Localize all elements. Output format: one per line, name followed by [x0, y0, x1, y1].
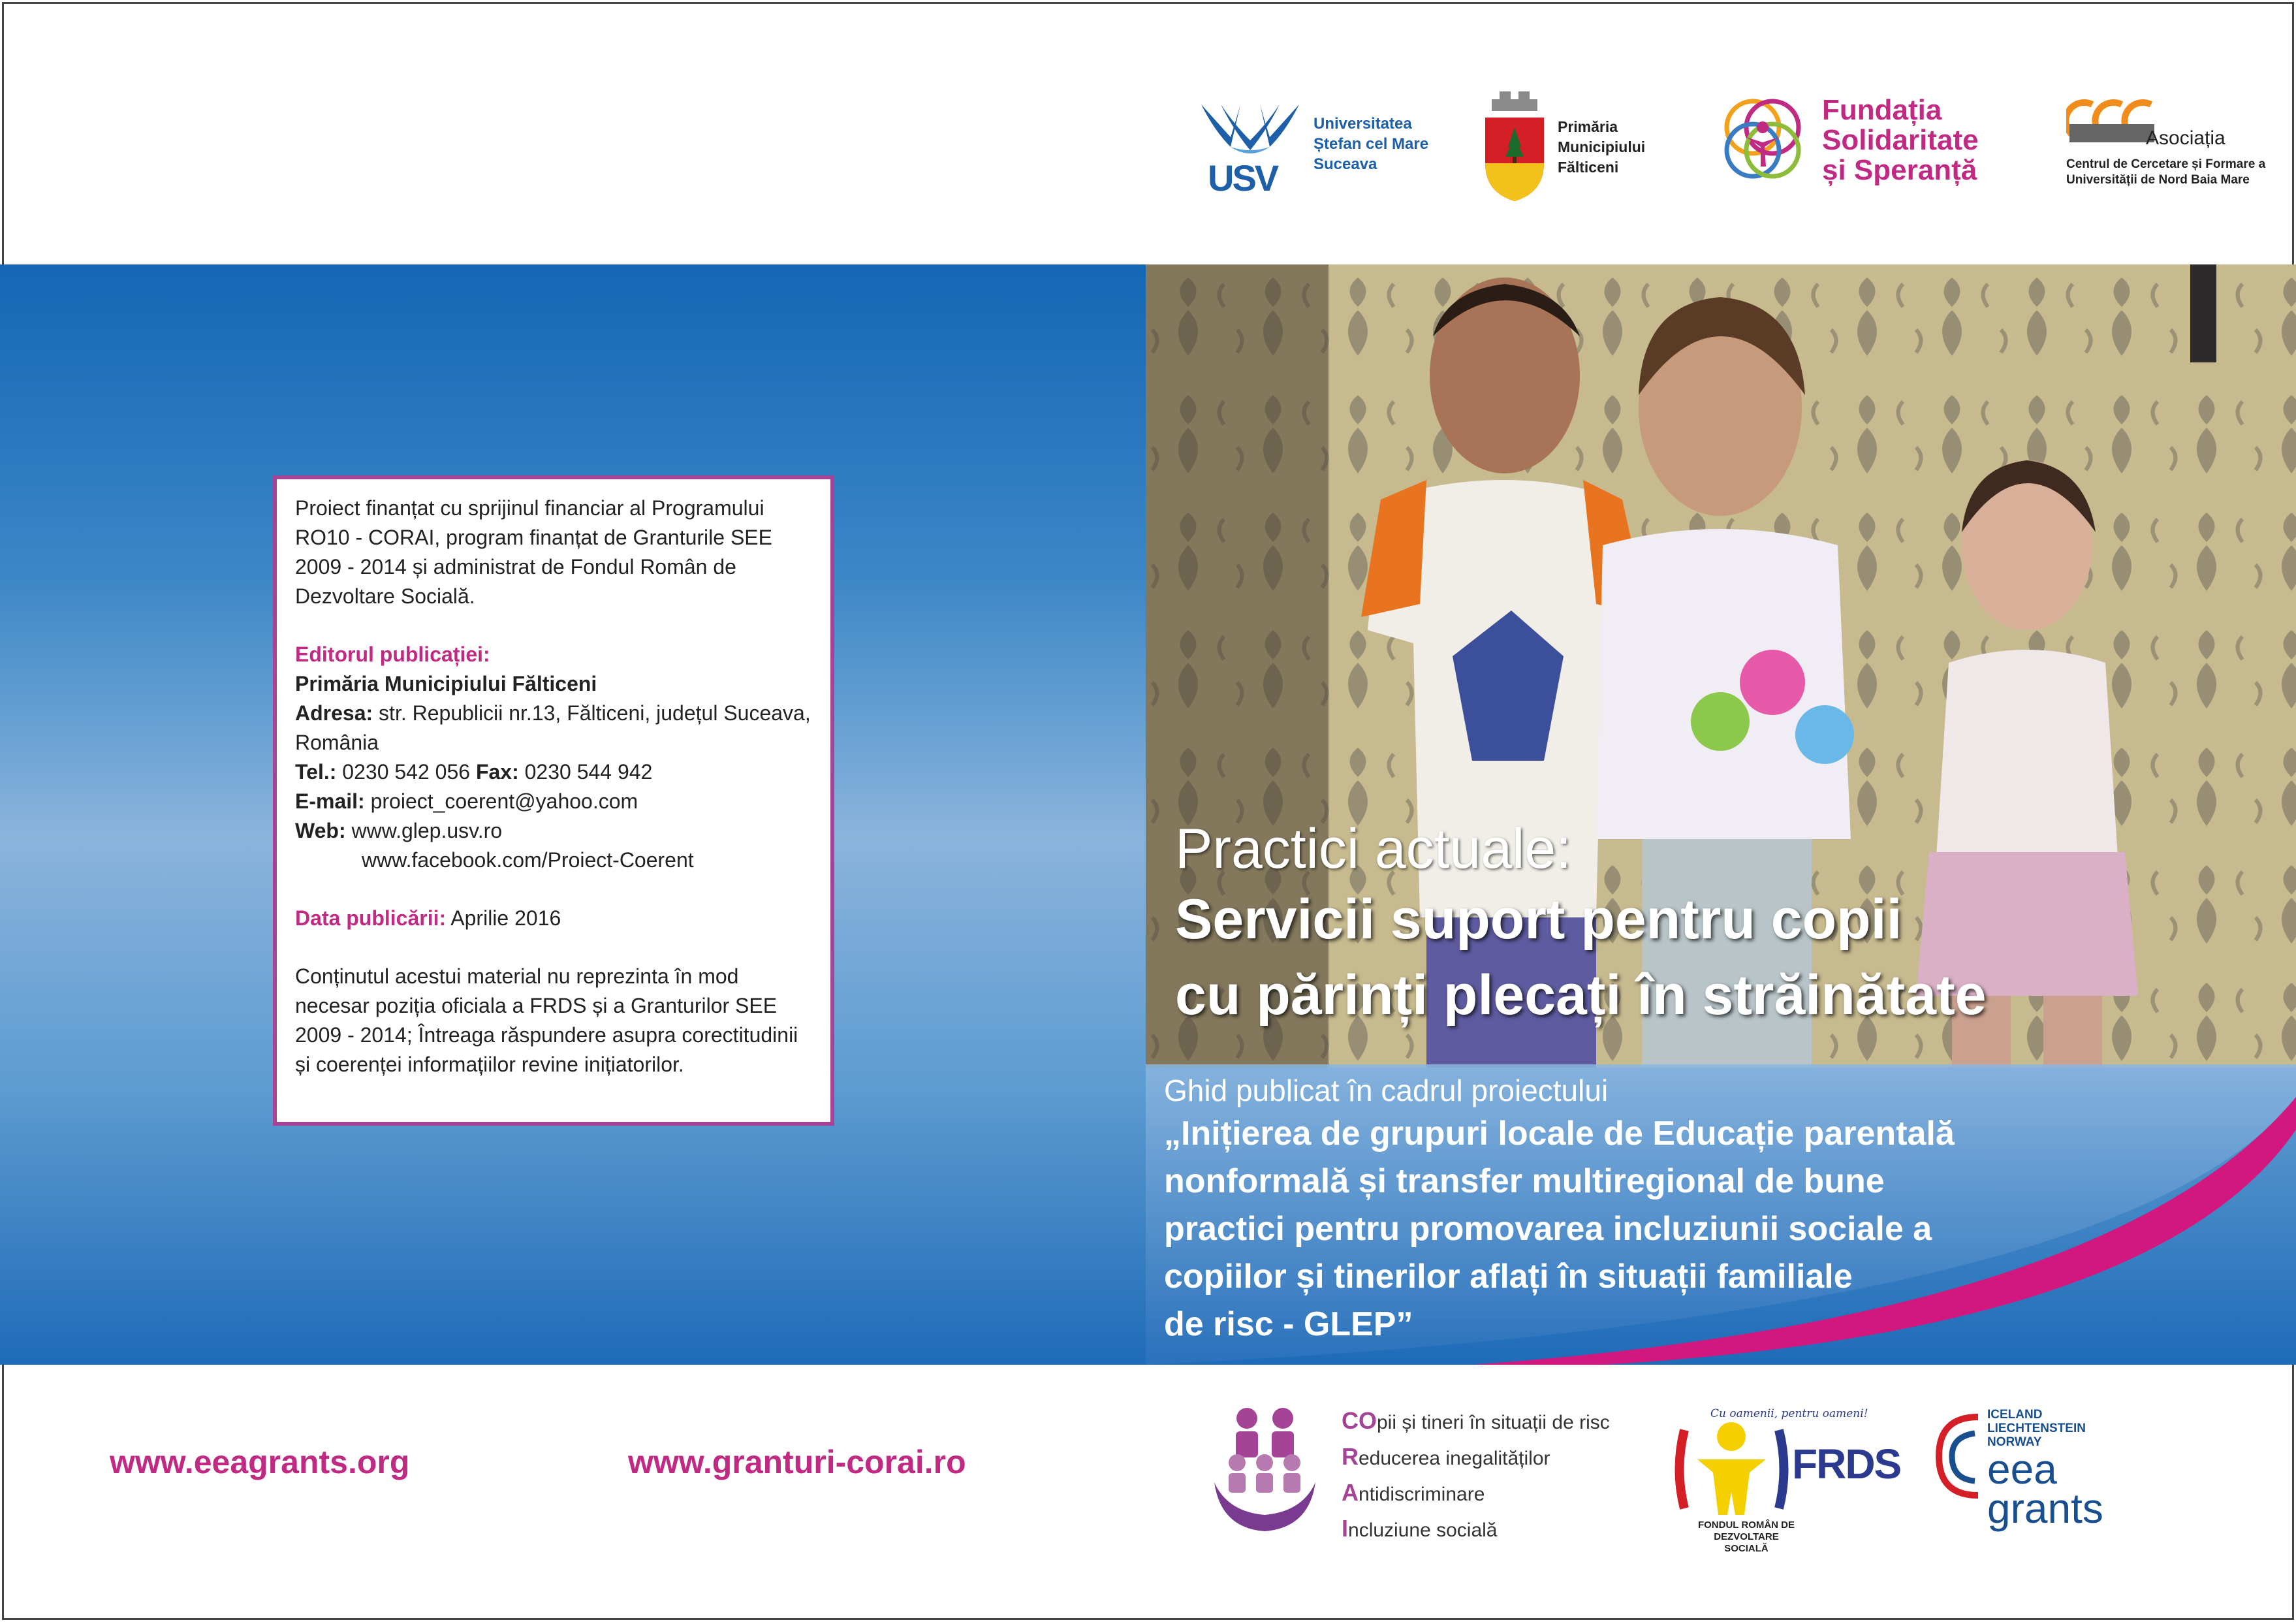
falticeni-coat-of-arms-icon: [1482, 91, 1547, 202]
subtitle-intro: Ghid publicat în cadrul proiectului: [1164, 1073, 1609, 1107]
partner-logos: [1195, 91, 2266, 209]
corai-people-hands-icon: [1211, 1404, 1319, 1535]
eea-countries: ICELAND LIECHTENSTEIN NORWAY: [1987, 1408, 2086, 1449]
address-line: Adresa: str. Republicii nr.13, Fălticeni, județul Suceava, România: [295, 701, 811, 754]
publication-info-box: [273, 475, 834, 1126]
eeagrants-link[interactable]: www.eeagrants.org: [110, 1444, 410, 1480]
pretitle: Practici actuale:: [1175, 818, 1572, 880]
eea-grants-wordmark: eea grants: [1987, 1446, 2103, 1532]
frds-full-name: FONDUL ROMÂN DE DEZVOLTARE SOCIALĂ: [1697, 1519, 1795, 1554]
funding-statement: Proiect finanțat cu sprijinul financiar al Programului RO10 - CORAI, program finanțat de Granturile SEE 2009 - 2014 și administrat de Fondul Român de Dezvoltare Socială.: [295, 496, 772, 608]
disclaimer: Conținutul acestui material nu reprezinta în mod necesar poziția oficiala a FRDS și a Granturilor SEE 2009 - 2014; Întreaga răspundere asupra corectitudinii și coerenței informațiilor revine inițiatorilor.: [295, 964, 798, 1076]
phone-line: Tel.: 0230 542 056 Fax: 0230 544 942: [295, 760, 653, 784]
project-name-line-1: „Inițierea de grupuri locale de Educație parentală: [1164, 1115, 1955, 1153]
frds-motto: Cu oamenii, pentru oameni!: [1710, 1407, 1868, 1420]
fss-logo: [1714, 91, 1979, 189]
eea-grants-logo: [1932, 1397, 2141, 1541]
project-name-line-4: copiilor și tinerilor aflați în situații familiale: [1164, 1258, 1853, 1296]
usv-label: Universitatea Ștefan cel Mare Suceava: [1313, 114, 1429, 173]
frds-name: FRDS: [1792, 1440, 1901, 1487]
editor-heading: Editorul publicației:: [295, 643, 490, 666]
frds-figure-icon: [1671, 1417, 1792, 1531]
facebook-link[interactable]: www.facebook.com/Proiect-Coerent: [362, 848, 694, 872]
email-line[interactable]: E-mail: proiect_coerent@yahoo.com: [295, 789, 638, 813]
usv-logo: [1195, 91, 1429, 199]
ccfu-logo: [2066, 98, 2266, 196]
corai-acronym-text: COpii și tineri în situații de risc Reducerea inegalităților Antidiscriminare Incluziune socială: [1342, 1407, 1610, 1542]
usv-emblem-icon: [1195, 91, 1306, 199]
title-line-2: cu părinți plecați în străinătate: [1175, 964, 1987, 1026]
usv-acronym: USV: [1208, 157, 1278, 199]
project-name-line-2: nonformală și transfer multiregional de bune: [1164, 1162, 1885, 1200]
corai-link[interactable]: www.granturi-corai.ro: [628, 1444, 966, 1480]
project-name-line-5: de risc - GLEP”: [1164, 1305, 1413, 1343]
frds-logo: [1671, 1394, 1901, 1554]
project-subtitle: [1164, 1071, 2182, 1348]
eea-swirl-icon: [1932, 1404, 1985, 1535]
ccfu-label: Centrul de Cercetare și Formare a Universității de Nord Baia Mare: [2066, 157, 2266, 187]
main-title: [1175, 816, 2285, 1033]
primaria-logo: [1482, 91, 1645, 202]
title-line-1: Servicii suport pentru copii: [1175, 888, 1902, 951]
ccfu-ccc-icon: [2066, 98, 2158, 144]
editor-block: [295, 640, 812, 875]
ccfu-asociatia: Asociația: [2146, 127, 2225, 149]
fss-rings-icon: [1714, 91, 1812, 189]
web-line[interactable]: Web: www.glep.usv.ro: [295, 819, 503, 842]
primaria-label: Primăria Municipiului Fălticeni: [1558, 118, 1646, 176]
publication-date: Data publicării: Aprilie 2016: [295, 906, 561, 930]
fss-label: Fundația Solidaritate și Speranță: [1822, 94, 1979, 186]
project-name-line-3: practici pentru promovarea incluziunii sociale a: [1164, 1210, 1932, 1248]
editor-name: Primăria Municipiului Fălticeni: [295, 672, 597, 695]
corai-logo: [1211, 1404, 1642, 1542]
